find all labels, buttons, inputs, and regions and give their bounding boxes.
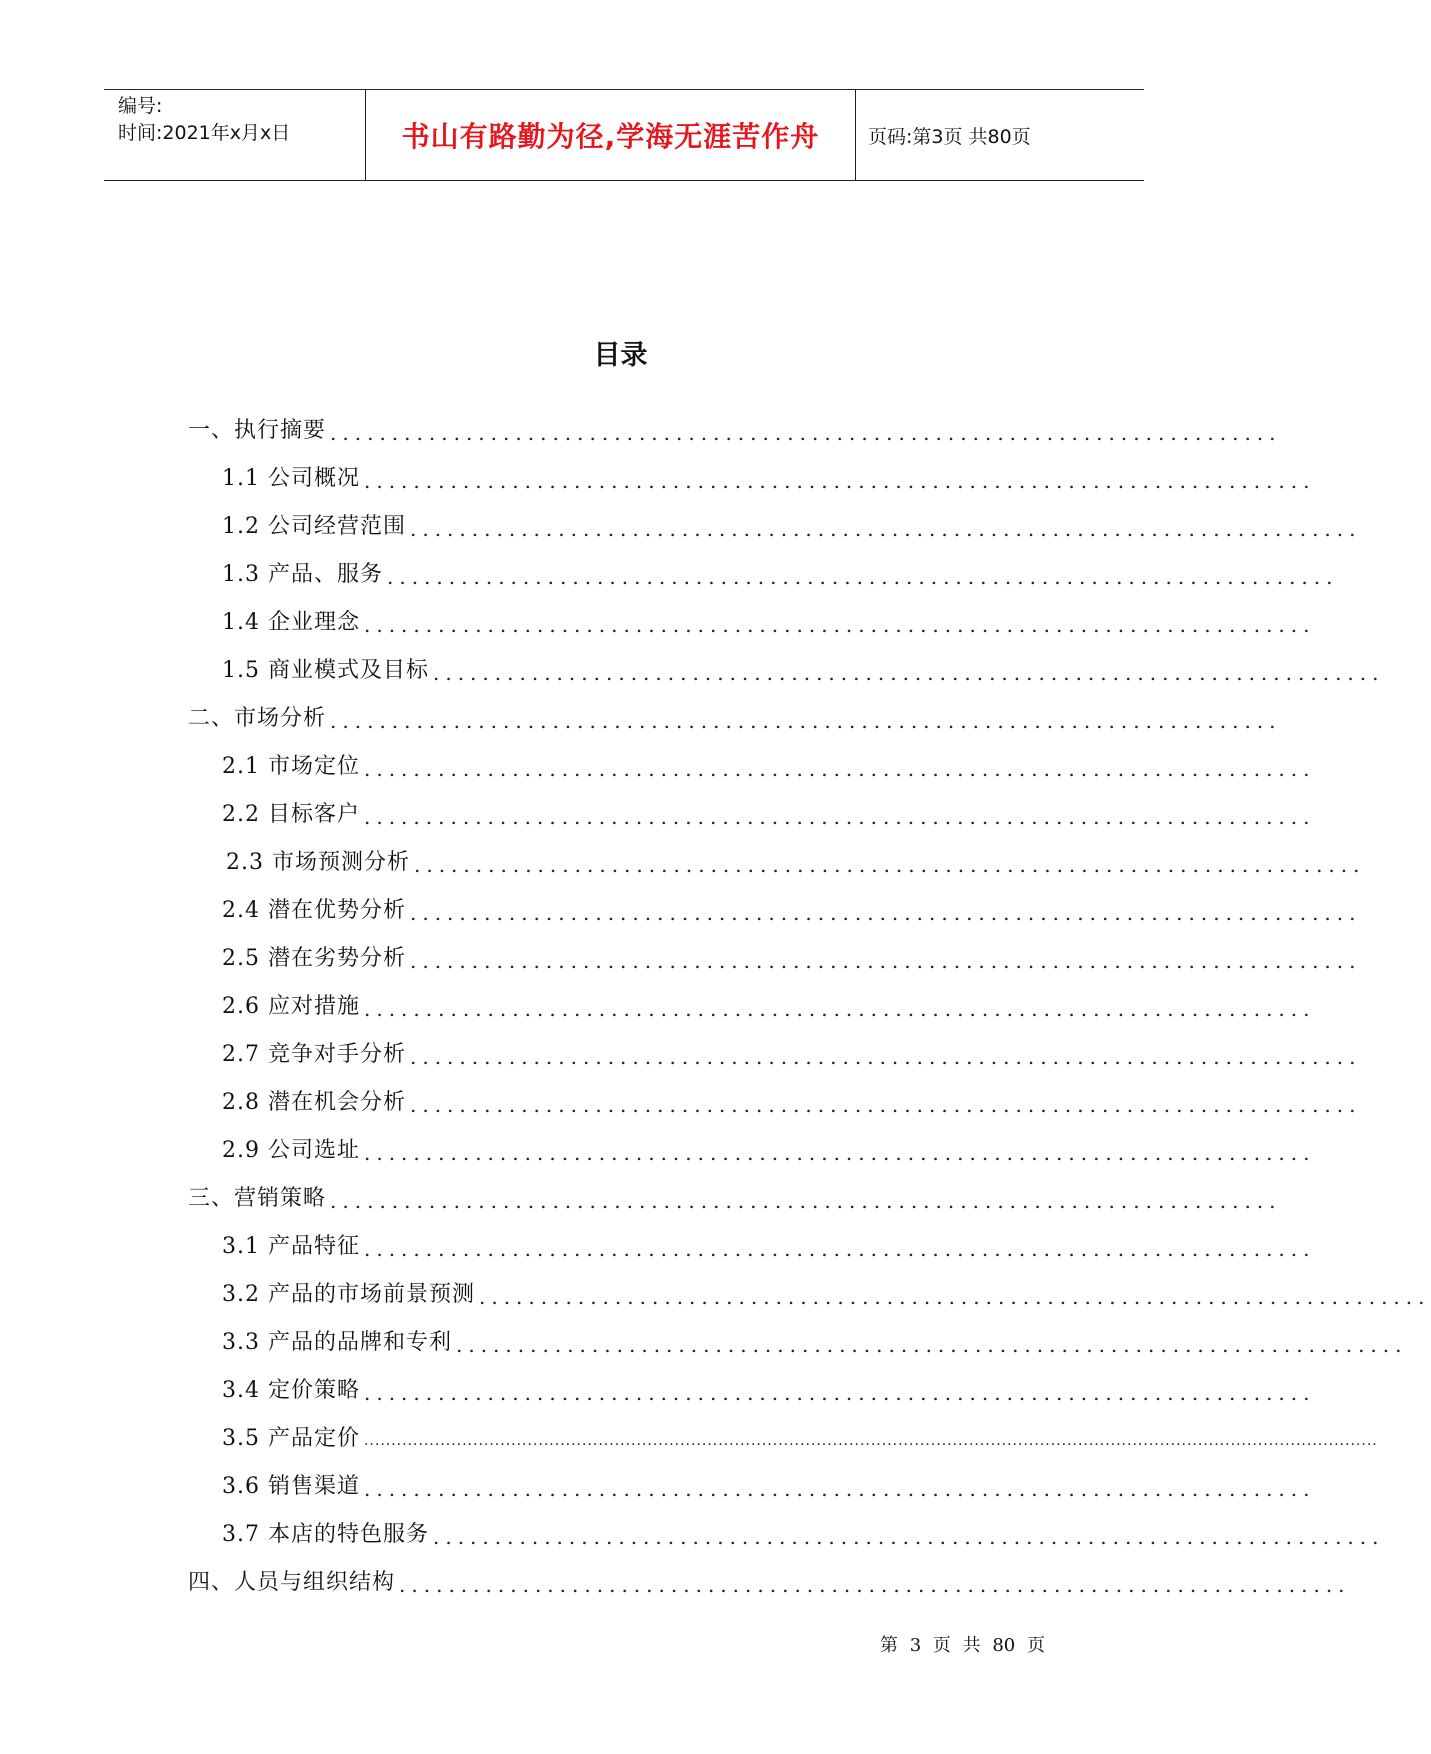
toc-leader-dots: ............................................................................. [363, 1477, 1316, 1501]
toc-entry-label: 2.7 竞争对手分析 [222, 1042, 406, 1067]
toc-entry-4[interactable] [188, 1560, 1351, 1597]
toc-entry-label: 2.3 市场预测分析 [226, 850, 410, 875]
toc-leader-dots: ............................................................................. [363, 1141, 1316, 1165]
toc-entry-label: 3.3 产品的品牌和专利 [222, 1330, 452, 1355]
toc-leader-dots: ............................................................................. [363, 1237, 1316, 1261]
toc-entry-label: 1.3 产品、服务 [222, 562, 383, 587]
toc-entry-label: 2.2 目标客户 [222, 802, 360, 827]
toc-leader-dots: ............................................................................. [363, 757, 1316, 781]
header-page-info: 页码:第3页 共80页 [868, 125, 1031, 148]
toc-leader-dots: ............................................................................. [409, 949, 1362, 973]
toc-entry-label: 一、执行摘要 [188, 418, 327, 443]
header-meta [104, 90, 366, 180]
toc-entry-1-1[interactable] [222, 456, 1316, 493]
toc-leader-dots: ............................................................................. [363, 613, 1316, 637]
toc-entry-label: 1.5 商业模式及目标 [222, 658, 429, 683]
toc-entry-label: 1.2 公司经营范围 [222, 514, 406, 539]
toc-entry-3-3[interactable] [222, 1320, 1408, 1357]
toc-entry-label: 3.4 定价策略 [222, 1378, 360, 1403]
toc-entry-label: 3.7 本店的特色服务 [222, 1522, 429, 1547]
toc-entry-label: 2.5 潜在劣势分析 [222, 946, 406, 971]
toc-entry-1[interactable] [188, 408, 1282, 445]
toc-leader-dots: ............................................................................. [330, 1189, 1282, 1213]
document-number-label: 编号: [118, 95, 163, 117]
toc-entry-2-6[interactable] [222, 984, 1316, 1021]
toc-entry-2-9[interactable] [222, 1128, 1316, 1165]
toc-entry-2[interactable] [188, 696, 1282, 733]
toc-entry-3-7[interactable] [222, 1512, 1385, 1549]
toc-entry-label: 1.4 企业理念 [222, 610, 360, 635]
toc-entry-3-1[interactable] [222, 1224, 1316, 1261]
toc-entry-label: 3.5 产品定价 [222, 1426, 360, 1451]
header-motto: 书山有路勤为径,学海无涯苦作舟 [366, 90, 856, 180]
toc-entry-1-2[interactable] [222, 504, 1362, 541]
toc-entry-3-2[interactable] [222, 1272, 1431, 1309]
toc-entry-1-4[interactable] [222, 600, 1316, 637]
toc-entry-label: 2.4 潜在优势分析 [222, 898, 406, 923]
toc-leader-dots: ............................................................................. [409, 901, 1362, 925]
page-header [104, 89, 1144, 181]
toc-entry-label: 1.1 公司概况 [222, 466, 360, 491]
toc-entry-3[interactable] [188, 1176, 1282, 1213]
toc-entry-3-5[interactable] [222, 1416, 1378, 1452]
toc-entry-label: 3.6 销售渠道 [222, 1474, 360, 1499]
toc-leader-dots: ............................................................................. [363, 469, 1316, 493]
toc-entry-1-5[interactable] [222, 648, 1385, 685]
toc-leader-dots: ............................................................................. [386, 565, 1339, 589]
toc-entry-label: 3.1 产品特征 [222, 1234, 360, 1259]
toc-leader-dots: ............................................................................. [432, 661, 1385, 685]
toc-entry-label: 四、人员与组织结构 [188, 1570, 396, 1595]
toc-entry-2-5[interactable] [222, 936, 1362, 973]
toc-title: 目录 [593, 340, 648, 371]
toc-leader-dots: ............................................................................. [478, 1285, 1431, 1309]
toc-entry-label: 2.9 公司选址 [222, 1138, 360, 1163]
toc-entry-label: 2.8 潜在机会分析 [222, 1090, 406, 1115]
toc-leader-dots: ............................................................................. [330, 709, 1282, 733]
toc-leader-dots: ............................................................................. [399, 1573, 1351, 1597]
toc-leader-dots: ............................................................................. [409, 517, 1362, 541]
toc-leader-dots: ............................................................................. [432, 1525, 1385, 1549]
toc-entry-label: 2.6 应对措施 [222, 994, 360, 1019]
toc-leader-dots: ............................................................................. [413, 853, 1366, 877]
toc-leader-dots: ............................................................................. [409, 1045, 1362, 1069]
toc-leader-dots: ............................................................................. [330, 421, 1282, 445]
toc-leader-dots: .......................................................................................................................................................................................... [363, 1433, 1378, 1449]
toc-entry-2-2[interactable] [222, 792, 1316, 829]
toc-entry-3-6[interactable] [222, 1464, 1316, 1501]
toc-entry-3-4[interactable] [222, 1368, 1316, 1405]
toc-leader-dots: ............................................................................. [363, 1381, 1316, 1405]
toc-entry-label: 3.2 产品的市场前景预测 [222, 1282, 475, 1307]
toc-entry-label: 三、营销策略 [188, 1186, 327, 1211]
page-footer: 第 3 页 共 80 页 [880, 1635, 1045, 1656]
toc-entry-2-1[interactable] [222, 744, 1316, 781]
toc-entry-2-3[interactable] [226, 840, 1366, 877]
toc-entry-2-4[interactable] [222, 888, 1362, 925]
toc-entry-label: 2.1 市场定位 [222, 754, 360, 779]
toc-leader-dots: ............................................................................. [409, 1093, 1362, 1117]
toc-entry-label: 二、市场分析 [188, 706, 327, 731]
toc-entry-2-8[interactable] [222, 1080, 1362, 1117]
toc-leader-dots: ............................................................................. [455, 1333, 1408, 1357]
toc-leader-dots: ............................................................................. [363, 997, 1316, 1021]
toc-entry-1-3[interactable] [222, 552, 1339, 589]
toc-entry-2-7[interactable] [222, 1032, 1362, 1069]
toc-leader-dots: ............................................................................. [363, 805, 1316, 829]
document-time-label: 时间:2021年x月x日 [118, 122, 291, 144]
